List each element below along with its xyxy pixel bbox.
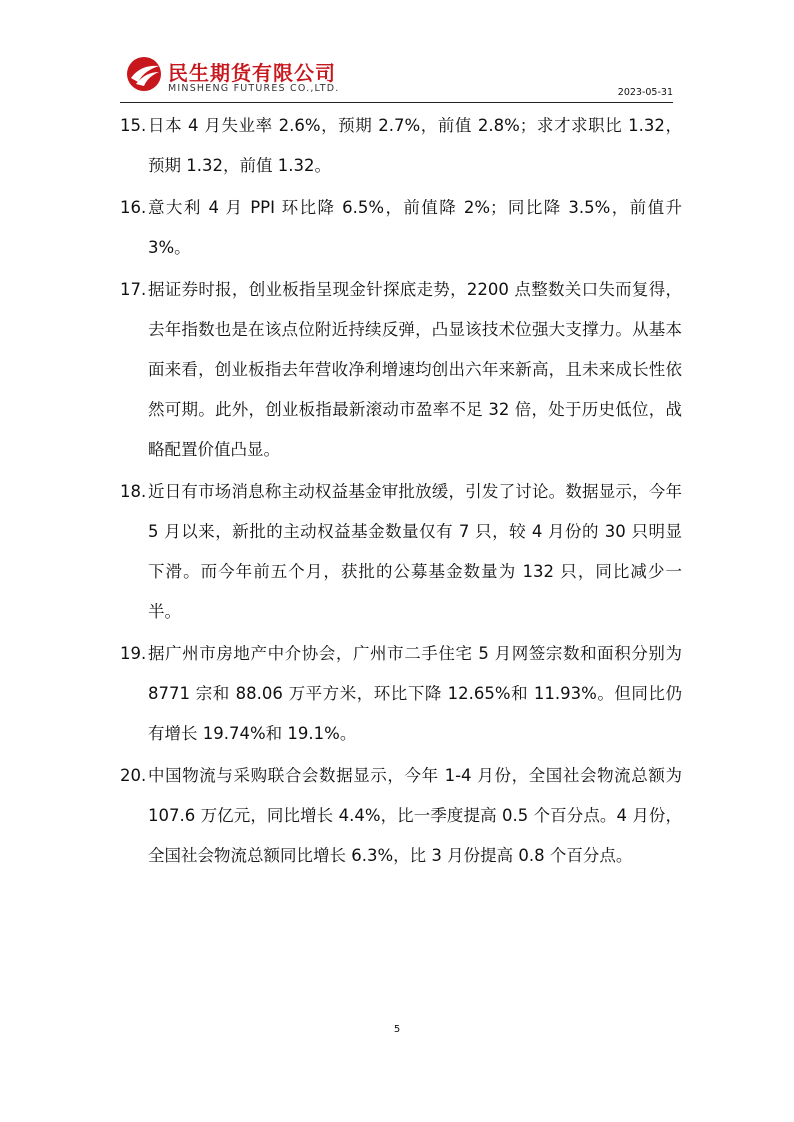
item-text: 近日有市场消息称主动权益基金审批放缓，引发了讨论。数据显示，今年 5 月以来，新批的主动权益基金数量仅有 7 只，较 4 月份的 30 只明显下滑。而今年前五个月，获批的公募基金数量为 132 只，同比减少一半。 xyxy=(148,482,682,621)
list-item xyxy=(120,634,682,754)
item-text: 日本 4 月失业率 2.6%，预期 2.7%，前值 2.8%；求才求职比 1.32，预期 1.32，前值 1.32。 xyxy=(148,116,682,175)
news-list xyxy=(120,106,682,878)
item-number: 18. xyxy=(120,482,147,501)
item-text: 中国物流与采购联合会数据显示，今年 1-4 月份，全国社会物流总额为 107.6 万亿元，同比增长 4.4%，比一季度提高 0.5 个百分点。4 月份，全国社会物流总额同比增长 6.3%，比 3 月份提高 0.8 个百分点。 xyxy=(148,766,682,865)
report-date: 2023-05-31 xyxy=(617,87,673,98)
list-item xyxy=(120,106,682,186)
list-item xyxy=(120,270,682,470)
item-number: 16. xyxy=(120,198,147,217)
list-item xyxy=(120,472,682,632)
item-text: 据证券时报，创业板指呈现金针探底走势，2200 点整数关口失而复得，去年指数也是在该点位附近持续反弹，凸显该技术位强大支撑力。从基本面来看，创业板指去年营收净利增速均创出六年来新高，且未来成长性依然可期。此外，创业板指最新滚动市盈率不足 32 倍，处于历史低位，战略配置价值凸显。 xyxy=(148,280,682,459)
brand-name-en: MINSHENG FUTURES CO.,LTD. xyxy=(168,83,340,94)
item-number: 20. xyxy=(120,766,147,785)
item-number: 17. xyxy=(120,280,147,299)
page-header xyxy=(120,50,673,103)
item-number: 19. xyxy=(120,644,147,663)
item-text: 意大利 4 月 PPI 环比降 6.5%，前值降 2%；同比降 3.5%，前值升 3%。 xyxy=(148,198,682,257)
list-item xyxy=(120,756,682,876)
minsheng-logo-icon xyxy=(126,56,162,92)
list-item xyxy=(120,188,682,268)
item-text: 据广州市房地产中介协会，广州市二手住宅 5 月网签宗数和面积分别为 8771 宗和 88.06 万平方米，环比下降 12.65%和 11.93%。但同比仍有增长 19.74%和 19.1%。 xyxy=(148,644,682,743)
brand-name-cn: 民生期货有限公司 xyxy=(168,61,336,85)
page-number: 5 xyxy=(393,1024,401,1035)
item-number: 15. xyxy=(120,116,147,135)
